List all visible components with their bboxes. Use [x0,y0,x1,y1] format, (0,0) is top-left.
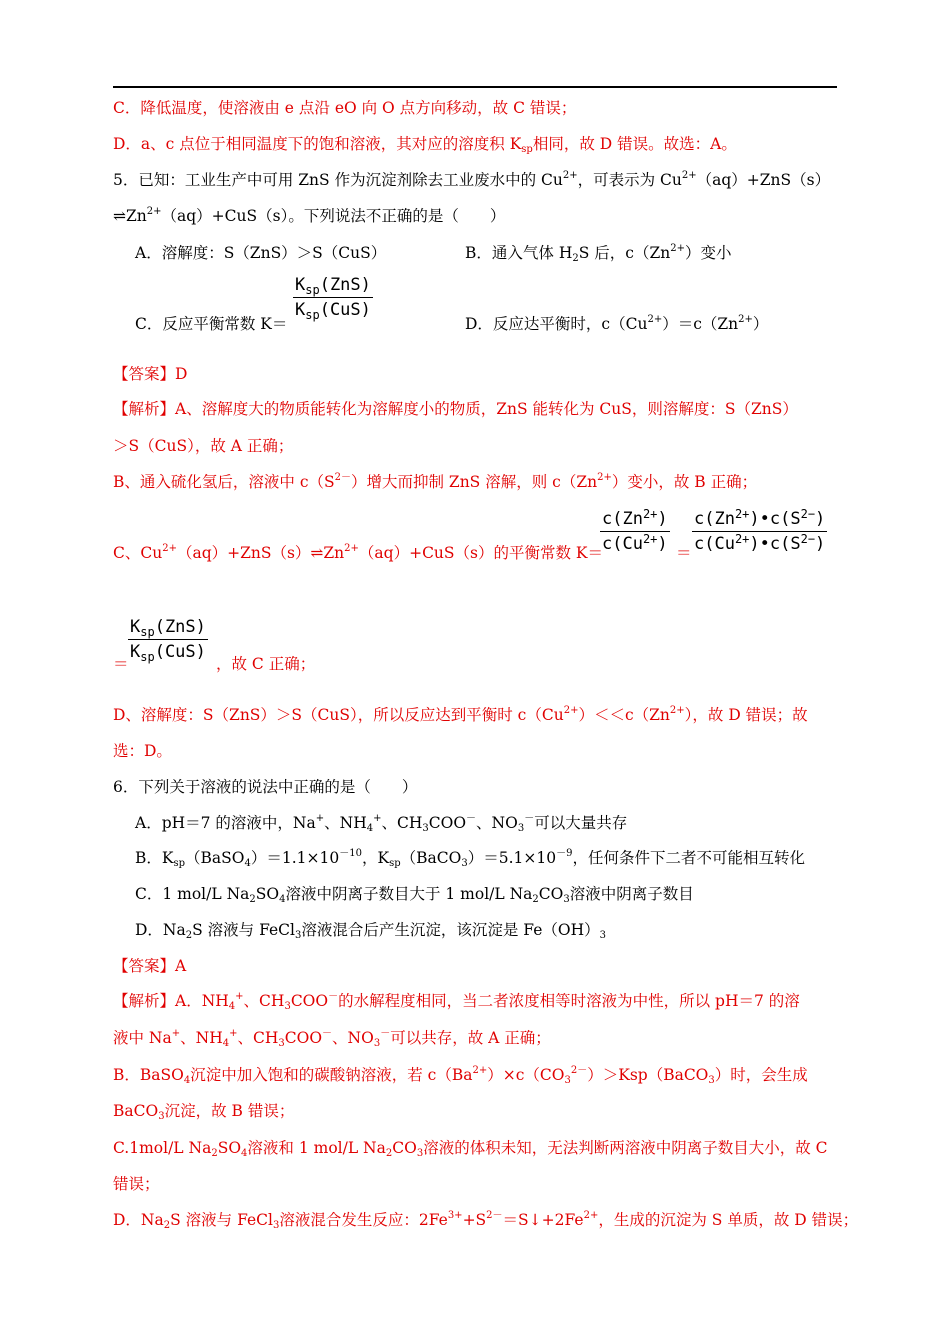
q5-k-equals: ＝ [676,544,692,562]
q6-explanation-5: C.1mol/L $Na_2SO_4$溶液和 1 mol/L $Na_2CO_3$溶液的体积未知，无法判断两溶液中阴离子数目大小，故 C [113,1139,828,1159]
q5-ksp-ratio-fraction: $K_{sp}(ZnS)$ $K_{sp}(CuS)$ [130,617,206,664]
q6-explanation-7: D．$Na_2S$ 溶液与 FeCl$_3$溶液混合发生反应：$2Fe^{3+}+S^{2-}=S↓+2Fe^{2+}$，生成的沉淀为 S 单质，故 D 错误； [113,1210,859,1231]
q6-explanation-3: B．BaSO$_4$沉淀中加入饱和的碳酸钠溶液，若 $c(Ba^{2+})\times c(CO_3^{2-})>Ksp(BaCO_3)$时，会生成 [113,1065,808,1086]
q6-explanation-4: BaCO$_3$沉淀，故 B 错误； [113,1102,295,1122]
q5-explanation-3: B、通入硫化氢后，溶液中 $c(S^{2-})$增大而抑制 ZnS 溶解，则 $c(Zn^{2+})$变小，故 B 正确； [113,472,758,491]
q6-option-c: C．1 mol/L $Na_2SO_4$溶液中阴离子数目大于 1 mol/L $Na_2CO_3$溶液中阴离子数目 [135,885,694,905]
q5-explanation-5: ，故 C 正确； [216,655,316,673]
q6-option-d: D．$Na_2S$ 溶液与 FeCl$_3$溶液混合后产生沉淀，该沉淀是 $Fe(OH)_3$ [135,921,606,941]
q6-option-b: B．$K_{sp}(BaSO_4)=1.1\times 10^{-10}$，$K_{sp}(BaCO_3)=5.1\times 10^{-9}$，任何条件下二者不可能相互转化 [135,848,805,869]
q5-option-a: A．溶解度：S（ZnS）＞S（CuS） [135,244,387,262]
q6-explanation-2: 液中 Na+、$NH_4^+$、$CH_3COO^-$、$NO_3^-$可以共存，故 A 正确； [113,1028,551,1049]
q5-explanation-7: 选：D。 [113,742,172,760]
q5-explanation-6: D、溶解度：S（ZnS）＞S（CuS），所以反应达到平衡时 $c(Cu^{2+})<<c(Zn^{2+})$，故 D 错误；故 [113,705,808,724]
q5-option-b: B．通入气体 $H_2S$ 后，$c(Zn^{2+})$变小 [465,243,732,264]
q5-k-fraction-2: $c(Zn^{2+})•c(S^{2-})$ $c(Cu^{2+})•c(S^{2-})$ [694,507,826,554]
header-rule [113,86,837,88]
q5-answer: 【答案】D [113,365,188,383]
q6-stem: 6．下列关于溶液的说法中正确的是（ ） [113,778,418,796]
q6-explanation-1: 【解析】A．$NH_4^+$、$CH_3COO^-$的水解程度相同，当二者浓度相等时溶液为中性，所以 pH＝7 的溶 [113,991,800,1012]
q6-explanation-6: 错误； [113,1175,160,1193]
q5-stem-cont: $\rightleftharpoons Zn^{2+}(aq)+CuS(s)$。下列说法不正确的是（ ） [113,206,506,225]
q5-option-c-fraction: $K_{sp}(ZnS)$ $K_{sp}(CuS)$ [295,275,371,322]
q6-answer: 【答案】A [113,957,187,975]
prev-explanation-c: C．降低温度，使溶液由 e 点沿 eO 向 O 点方向移动，故 C 错误； [113,99,577,117]
q5-option-d: D．反应达平衡时，$c(Cu^{2+})=c(Zn^{2+})$ [465,314,769,333]
q5-explanation-1: 【解析】A、溶解度大的物质能转化为溶解度小的物质，ZnS 能转化为 CuS，则溶解度：S（ZnS） [113,400,798,418]
prev-explanation-d: D．a、c 点位于相同温度下的饱和溶液，其对应的溶度积 $K_{sp}$相同，故 D 错误。故选：A。 [113,135,737,155]
q5-k-fraction-1: $c(Zn^{2+})$ $c(Cu^{2+})$ [602,507,668,554]
q5-explanation-4: C、$Cu^{2+}(aq)+ZnS(s)\rightleftharpoons Zn^{2+}(aq)+CuS(s)$的平衡常数 K＝ [113,543,603,562]
q6-option-a: A．pH＝7 的溶液中，Na+、$NH_4^+$、$CH_3COO^-$、$NO_3^-$可以大量共存 [135,813,628,834]
q5-option-c: C．反应平衡常数 K＝ [135,315,288,333]
q5-explanation-5-eq: ＝ [113,655,129,673]
q5-stem: 5．已知：工业生产中可用 ZnS 作为沉淀剂除去工业废水中的 $Cu^{2+}$，可表示为 $Cu^{2+}(aq)+ZnS(s)$ [113,170,831,189]
q5-explanation-2: ＞S（CuS），故 A 正确； [113,437,294,455]
